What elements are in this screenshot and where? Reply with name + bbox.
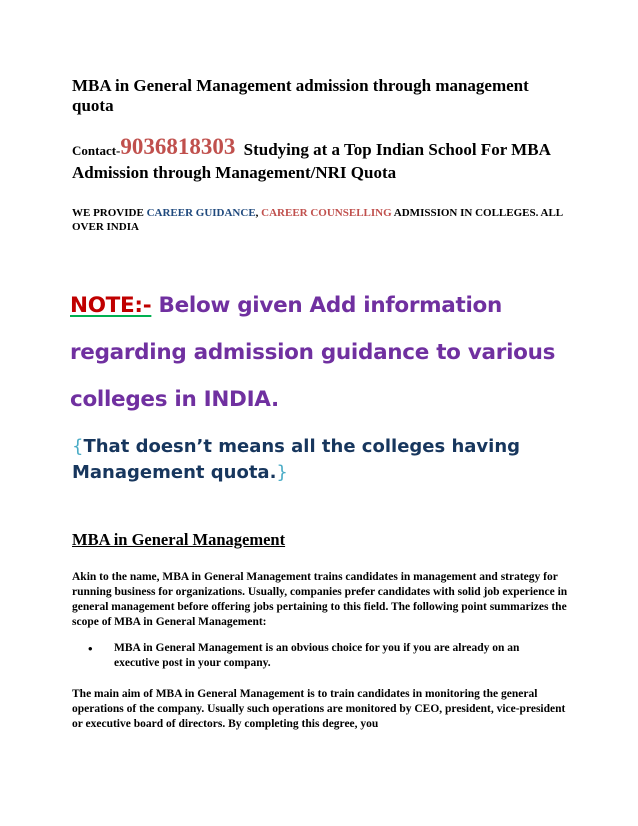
paragraph-intro: Akin to the name, MBA in General Management trains candidates in management and strategy for running business for organizations. Usually, companies prefer candidates with solid job experience in general management before offering jobs pertaining to this field. The following point summarizes the scope of MBA in General Management: bbox=[72, 571, 568, 628]
close-brace: } bbox=[276, 462, 288, 483]
services-line bbox=[72, 206, 572, 234]
bullet-text: MBA in General Management is an obvious choice for you if you are already on an executive post in your company. bbox=[114, 642, 520, 669]
career-counselling-text: CAREER COUNSELLING bbox=[261, 207, 392, 219]
open-brace: { bbox=[72, 436, 84, 457]
career-guidance-text: CAREER GUIDANCE bbox=[146, 207, 256, 219]
paragraph-aim: The main aim of MBA in General Management is to train candidates in monitoring the general operations of the company. Usually such operations are monitored by CEO, president, vice-president or executive board of directors. By completing this degree, you bbox=[72, 688, 566, 730]
bullet-dot-icon: • bbox=[88, 641, 93, 656]
contact-line bbox=[72, 136, 592, 184]
services-comma: , bbox=[255, 207, 262, 219]
bullet-item bbox=[88, 641, 564, 671]
document-title: MBA in General Management admission through management quota bbox=[72, 76, 529, 115]
contact-label: Contact- bbox=[72, 143, 121, 158]
note-label: NOTE:- bbox=[70, 293, 152, 318]
quota-note-text: That doesn’t means all the colleges having Management quota. bbox=[72, 436, 521, 483]
section-heading: MBA in General Management bbox=[72, 530, 286, 549]
services-suffix: ADMISSION IN COLLEGES. ALL OVER INDIA bbox=[72, 207, 563, 233]
quota-note bbox=[72, 434, 572, 486]
note-block bbox=[70, 282, 570, 423]
services-prefix: WE PROVIDE bbox=[72, 207, 147, 219]
note-text: Below given Add information regarding admission guidance to various colleges in INDIA. bbox=[70, 293, 556, 412]
contact-phone: 9036818303 bbox=[120, 134, 236, 159]
contact-text: Studying at a Top Indian School For MBA Admission through Management/NRI Quota bbox=[72, 140, 550, 182]
